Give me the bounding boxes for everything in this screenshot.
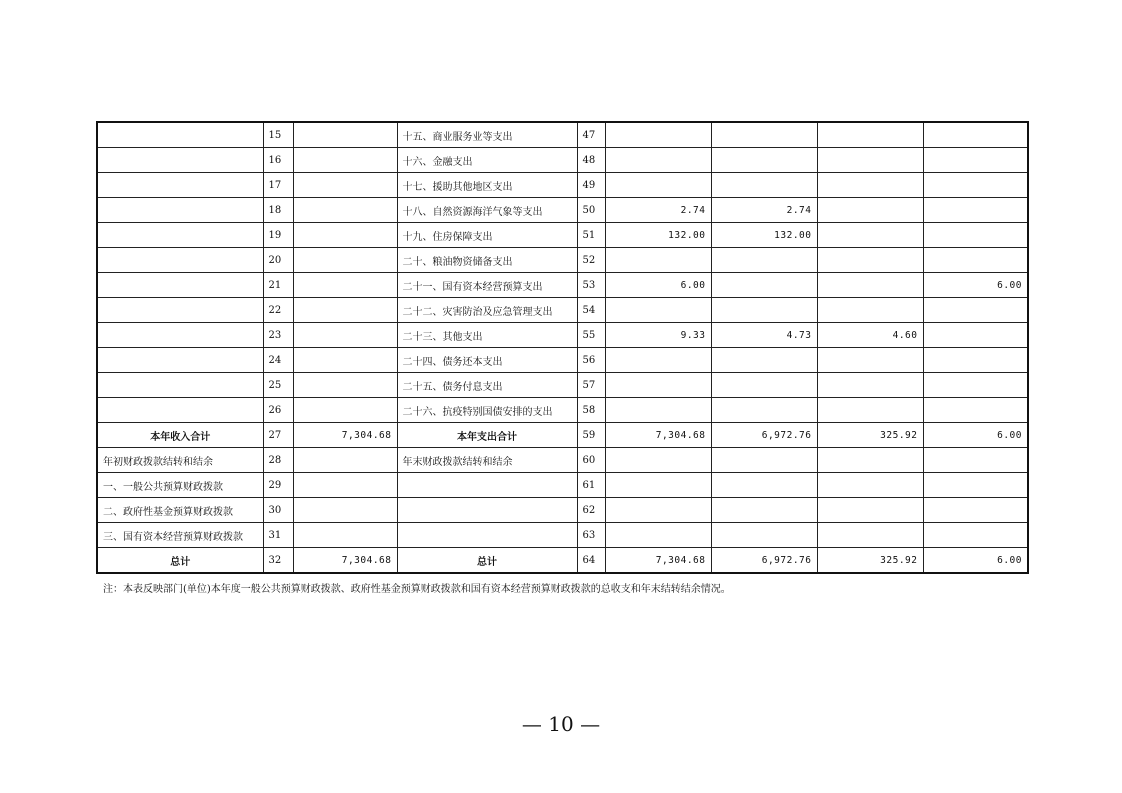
income-item-label	[97, 373, 263, 398]
income-amount	[293, 223, 397, 248]
state-capital-amount: 6.00	[923, 548, 1028, 574]
expense-total	[605, 523, 711, 548]
expense-item-label: 年末财政拨款结转和结余	[397, 448, 577, 473]
general-budget-amount	[711, 473, 817, 498]
expense-item-label: 二十四、债务还本支出	[397, 348, 577, 373]
table-row	[97, 248, 1028, 273]
income-item-label: 三、国有资本经营预算财政拨款	[97, 523, 263, 548]
fund-budget-amount	[817, 122, 923, 148]
state-capital-amount	[923, 373, 1028, 398]
general-budget-amount: 2.74	[711, 198, 817, 223]
general-budget-amount	[711, 273, 817, 298]
state-capital-amount	[923, 348, 1028, 373]
income-item-label	[97, 148, 263, 173]
table-row	[97, 523, 1028, 548]
income-amount	[293, 273, 397, 298]
fund-budget-amount	[817, 298, 923, 323]
income-item-label: 年初财政拨款结转和结余	[97, 448, 263, 473]
state-capital-amount	[923, 223, 1028, 248]
income-amount	[293, 323, 397, 348]
income-amount	[293, 398, 397, 423]
expense-total	[605, 348, 711, 373]
general-budget-amount	[711, 398, 817, 423]
state-capital-amount	[923, 173, 1028, 198]
fund-budget-amount	[817, 173, 923, 198]
income-amount	[293, 298, 397, 323]
table-row	[97, 223, 1028, 248]
income-row-number: 26	[263, 398, 293, 423]
income-amount	[293, 348, 397, 373]
fund-budget-amount: 4.60	[817, 323, 923, 348]
income-amount	[293, 198, 397, 223]
income-row-number: 17	[263, 173, 293, 198]
general-budget-amount	[711, 122, 817, 148]
table-row	[97, 298, 1028, 323]
fund-budget-amount	[817, 348, 923, 373]
expense-item-label	[397, 498, 577, 523]
income-amount: 7,304.68	[293, 548, 397, 574]
expense-total	[605, 373, 711, 398]
income-row-number: 15	[263, 122, 293, 148]
expense-row-number: 64	[577, 548, 605, 574]
table-row	[97, 173, 1028, 198]
table-row	[97, 348, 1028, 373]
expense-total: 7,304.68	[605, 423, 711, 448]
table-row	[97, 148, 1028, 173]
state-capital-amount	[923, 248, 1028, 273]
table-row	[97, 323, 1028, 348]
expense-row-number: 61	[577, 473, 605, 498]
fiscal-appropriation-table	[96, 121, 1029, 574]
income-item-label	[97, 323, 263, 348]
expense-total	[605, 173, 711, 198]
expense-row-number: 51	[577, 223, 605, 248]
expense-item-label: 二十三、其他支出	[397, 323, 577, 348]
income-amount	[293, 523, 397, 548]
fund-budget-amount	[817, 473, 923, 498]
table-row	[97, 498, 1028, 523]
general-budget-amount	[711, 148, 817, 173]
fund-budget-amount	[817, 373, 923, 398]
expense-item-label: 十五、商业服务业等支出	[397, 122, 577, 148]
table-row	[97, 373, 1028, 398]
expense-item-label: 二十五、债务付息支出	[397, 373, 577, 398]
income-row-number: 19	[263, 223, 293, 248]
income-amount	[293, 148, 397, 173]
income-row-number: 20	[263, 248, 293, 273]
expense-total	[605, 148, 711, 173]
fund-budget-amount	[817, 523, 923, 548]
expense-row-number: 62	[577, 498, 605, 523]
income-amount	[293, 473, 397, 498]
table-row	[97, 198, 1028, 223]
state-capital-amount	[923, 523, 1028, 548]
general-budget-amount: 6,972.76	[711, 548, 817, 574]
expense-total: 7,304.68	[605, 548, 711, 574]
expense-row-number: 60	[577, 448, 605, 473]
table-row	[97, 273, 1028, 298]
expense-row-number: 59	[577, 423, 605, 448]
expense-item-label: 十六、金融支出	[397, 148, 577, 173]
income-amount	[293, 122, 397, 148]
fund-budget-amount	[817, 198, 923, 223]
state-capital-amount	[923, 398, 1028, 423]
state-capital-amount	[923, 298, 1028, 323]
expense-item-label: 十九、住房保障支出	[397, 223, 577, 248]
expense-total	[605, 473, 711, 498]
income-row-number: 32	[263, 548, 293, 574]
state-capital-amount	[923, 148, 1028, 173]
general-budget-amount: 132.00	[711, 223, 817, 248]
fund-budget-amount: 325.92	[817, 548, 923, 574]
general-budget-amount	[711, 498, 817, 523]
expense-row-number: 50	[577, 198, 605, 223]
state-capital-amount	[923, 198, 1028, 223]
table-body	[97, 122, 1028, 573]
expense-row-number: 53	[577, 273, 605, 298]
expense-item-label: 二十一、国有资本经营预算支出	[397, 273, 577, 298]
table-row	[97, 448, 1028, 473]
state-capital-amount: 6.00	[923, 423, 1028, 448]
fund-budget-amount	[817, 248, 923, 273]
general-budget-amount	[711, 373, 817, 398]
income-row-number: 23	[263, 323, 293, 348]
expense-row-number: 52	[577, 248, 605, 273]
income-row-number: 27	[263, 423, 293, 448]
expense-total	[605, 448, 711, 473]
general-budget-amount	[711, 173, 817, 198]
income-item-label	[97, 173, 263, 198]
income-item-label: 二、政府性基金预算财政拨款	[97, 498, 263, 523]
table-row	[97, 423, 1028, 448]
income-row-number: 29	[263, 473, 293, 498]
income-item-label	[97, 398, 263, 423]
table-row	[97, 122, 1028, 148]
expense-item-label: 二十二、灾害防治及应急管理支出	[397, 298, 577, 323]
expense-item-label: 总计	[397, 548, 577, 574]
income-item-label	[97, 223, 263, 248]
income-item-label	[97, 298, 263, 323]
state-capital-amount	[923, 473, 1028, 498]
income-amount: 7,304.68	[293, 423, 397, 448]
fund-budget-amount	[817, 273, 923, 298]
income-item-label	[97, 273, 263, 298]
expense-row-number: 47	[577, 122, 605, 148]
page-number: — 10 —	[521, 712, 601, 736]
income-item-label: 一、一般公共预算财政拨款	[97, 473, 263, 498]
general-budget-amount	[711, 348, 817, 373]
expense-row-number: 54	[577, 298, 605, 323]
income-item-label: 总计	[97, 548, 263, 574]
income-item-label	[97, 122, 263, 148]
general-budget-amount	[711, 448, 817, 473]
income-row-number: 16	[263, 148, 293, 173]
general-budget-amount: 6,972.76	[711, 423, 817, 448]
fund-budget-amount	[817, 448, 923, 473]
table-row	[97, 473, 1028, 498]
income-item-label: 本年收入合计	[97, 423, 263, 448]
table-row	[97, 548, 1028, 574]
expense-total	[605, 398, 711, 423]
expense-row-number: 63	[577, 523, 605, 548]
income-item-label	[97, 248, 263, 273]
state-capital-amount	[923, 448, 1028, 473]
fund-budget-amount	[817, 148, 923, 173]
income-amount	[293, 373, 397, 398]
expense-total: 9.33	[605, 323, 711, 348]
expense-total	[605, 298, 711, 323]
income-row-number: 25	[263, 373, 293, 398]
expense-total: 132.00	[605, 223, 711, 248]
fund-budget-amount	[817, 223, 923, 248]
fund-budget-amount	[817, 498, 923, 523]
table-row	[97, 398, 1028, 423]
income-row-number: 22	[263, 298, 293, 323]
state-capital-amount	[923, 122, 1028, 148]
income-row-number: 30	[263, 498, 293, 523]
expense-total	[605, 122, 711, 148]
income-amount	[293, 173, 397, 198]
expense-total	[605, 248, 711, 273]
income-item-label	[97, 198, 263, 223]
expense-item-label: 十八、自然资源海洋气象等支出	[397, 198, 577, 223]
state-capital-amount: 6.00	[923, 273, 1028, 298]
general-budget-amount	[711, 298, 817, 323]
expense-item-label	[397, 473, 577, 498]
income-row-number: 18	[263, 198, 293, 223]
state-capital-amount	[923, 323, 1028, 348]
income-amount	[293, 498, 397, 523]
expense-total: 6.00	[605, 273, 711, 298]
expense-total: 2.74	[605, 198, 711, 223]
general-budget-amount	[711, 523, 817, 548]
income-row-number: 28	[263, 448, 293, 473]
expense-item-label: 二十、粮油物资储备支出	[397, 248, 577, 273]
expense-row-number: 48	[577, 148, 605, 173]
expense-row-number: 56	[577, 348, 605, 373]
expense-item-label: 二十六、抗疫特别国债安排的支出	[397, 398, 577, 423]
expense-item-label: 本年支出合计	[397, 423, 577, 448]
expense-row-number: 49	[577, 173, 605, 198]
income-row-number: 31	[263, 523, 293, 548]
state-capital-amount	[923, 498, 1028, 523]
income-item-label	[97, 348, 263, 373]
expense-total	[605, 498, 711, 523]
table-footnote: 注：本表反映部门(单位)本年度一般公共预算财政拨款、政府性基金预算财政拨款和国有资本经营预算财政拨款的总收支和年末结转结余情况。	[103, 584, 731, 595]
income-amount	[293, 248, 397, 273]
income-row-number: 21	[263, 273, 293, 298]
expense-item-label	[397, 523, 577, 548]
fund-budget-amount	[817, 398, 923, 423]
general-budget-amount: 4.73	[711, 323, 817, 348]
income-amount	[293, 448, 397, 473]
expense-item-label: 十七、援助其他地区支出	[397, 173, 577, 198]
fund-budget-amount: 325.92	[817, 423, 923, 448]
expense-row-number: 55	[577, 323, 605, 348]
general-budget-amount	[711, 248, 817, 273]
income-row-number: 24	[263, 348, 293, 373]
expense-row-number: 57	[577, 373, 605, 398]
expense-row-number: 58	[577, 398, 605, 423]
